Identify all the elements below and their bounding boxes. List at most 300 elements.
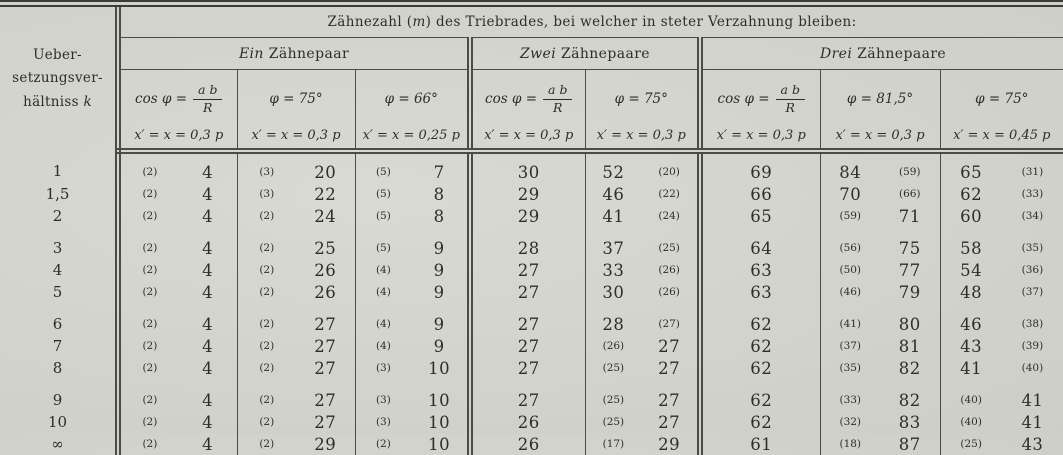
formula-cos-phi: cos φ = $\frac{\text{a b}}{R}$ (703, 70, 820, 128)
paren-value: (3) (238, 166, 297, 178)
value-cell (470, 335, 585, 357)
value-cell (585, 227, 700, 259)
paren-value: (2) (121, 166, 179, 178)
main-value: 22 (296, 185, 355, 204)
main-value: 65 (941, 163, 1002, 182)
value-cell (700, 335, 820, 357)
value-cell (237, 151, 355, 183)
main-value: 46 (941, 315, 1002, 334)
fraction-ab-over-R: $\frac{\text{a b}}{R}$ (543, 83, 572, 115)
paren-value: (39) (1002, 340, 1063, 352)
main-value: 54 (941, 261, 1002, 280)
value-cell (470, 227, 585, 259)
main-value: 41 (941, 359, 1002, 378)
value-cell (585, 411, 700, 433)
value-cell (237, 379, 355, 411)
paren-value: (25) (941, 438, 1002, 450)
paren-value: (33) (1002, 188, 1063, 200)
main-value: 27 (296, 413, 355, 432)
formula-phi-81-5: φ = 81,5° (821, 70, 940, 128)
main-value: 10 (411, 391, 467, 410)
paren-value: (40) (1002, 362, 1063, 374)
main-value: 30 (586, 283, 642, 302)
paren-value: (37) (1002, 286, 1063, 298)
formula-sub: x′ = x = 0,3 p (473, 128, 585, 148)
main-value: 66 (750, 185, 772, 204)
main-value: 62 (750, 359, 772, 378)
formula-sub: x′ = x = 0,45 p (941, 128, 1063, 148)
k-value: ∞ (0, 433, 118, 455)
paren-value: (2) (238, 318, 297, 330)
group-header-row (0, 38, 1063, 70)
formula-cell-ein-75 (237, 70, 355, 152)
value-cell (820, 335, 940, 357)
paren-value: (3) (356, 416, 412, 428)
paren-value: (2) (238, 438, 297, 450)
value-cell (355, 183, 470, 205)
value-cell (470, 379, 585, 411)
main-value: 4 (179, 261, 237, 280)
formula-cell-drei-cos (700, 70, 820, 152)
value-cell (237, 411, 355, 433)
value-cell (700, 183, 820, 205)
main-value: 69 (750, 163, 772, 182)
paren-value: (20) (641, 166, 697, 178)
value-cell (940, 205, 1063, 227)
table-row (0, 205, 1063, 227)
value-cell (820, 433, 940, 455)
value-cell (820, 259, 940, 281)
formula-cos-phi: cos φ = $\frac{\text{a b}}{R}$ (121, 70, 237, 128)
value-cell (118, 227, 237, 259)
main-value: 79 (880, 283, 940, 302)
main-value: 84 (821, 163, 881, 182)
formula-phi-75: φ = 75° (941, 70, 1063, 128)
paren-value: (5) (356, 242, 412, 254)
paren-value: (3) (356, 394, 412, 406)
fraction-ab-over-R: $\frac{\text{a b}}{R}$ (776, 83, 805, 115)
main-value: 27 (518, 261, 540, 280)
main-value: 58 (941, 239, 1002, 258)
paren-value: (59) (880, 166, 940, 178)
paren-value: (2) (238, 264, 297, 276)
value-cell (355, 433, 470, 455)
formula-sub: x′ = x = 0,3 p (238, 128, 355, 148)
value-cell (940, 183, 1063, 205)
main-value: 64 (750, 239, 772, 258)
paren-value: (26) (641, 264, 697, 276)
value-cell (237, 227, 355, 259)
formula-cell-zwei-cos (470, 70, 585, 152)
paren-value: (2) (238, 286, 297, 298)
main-value: 83 (880, 413, 940, 432)
row-header-line1: Ueber- (0, 44, 115, 68)
paren-value: (50) (821, 264, 881, 276)
main-value: 62 (750, 315, 772, 334)
main-value: 41 (1002, 391, 1063, 410)
value-cell (237, 259, 355, 281)
main-value: 4 (179, 337, 237, 356)
main-value: 52 (586, 163, 642, 182)
value-cell (700, 227, 820, 259)
value-cell (700, 259, 820, 281)
main-value: 10 (411, 435, 467, 454)
value-cell (940, 227, 1063, 259)
value-cell (700, 303, 820, 335)
value-cell (355, 303, 470, 335)
formula-phi-75: φ = 75° (238, 70, 355, 128)
value-cell (237, 335, 355, 357)
main-value: 8 (411, 207, 467, 226)
value-cell (585, 433, 700, 455)
main-value: 10 (411, 359, 467, 378)
value-cell (355, 281, 470, 303)
main-value: 70 (821, 185, 881, 204)
k-value: 6 (0, 303, 118, 335)
value-cell (237, 357, 355, 379)
paren-value: (25) (641, 242, 697, 254)
value-cell (820, 205, 940, 227)
main-value: 26 (518, 413, 540, 432)
paren-value: (32) (821, 416, 881, 428)
paren-value: (2) (121, 318, 179, 330)
main-value: 4 (179, 359, 237, 378)
main-value: 82 (880, 391, 940, 410)
paren-value: (37) (821, 340, 881, 352)
formula-sub: x′ = x = 0,3 p (586, 128, 698, 148)
value-cell (470, 411, 585, 433)
variable-m: m (412, 14, 425, 30)
main-value: 4 (179, 239, 237, 258)
value-cell (585, 357, 700, 379)
main-value: 27 (296, 359, 355, 378)
value-cell (237, 281, 355, 303)
value-cell (700, 205, 820, 227)
row-header-uebersetzungsverhaeltniss (0, 4, 118, 152)
value-cell (355, 335, 470, 357)
main-value: 81 (880, 337, 940, 356)
table-row (0, 433, 1063, 455)
paren-value: (31) (1002, 166, 1063, 178)
row-header-line2: setzungsver- (0, 67, 115, 91)
main-value: 62 (941, 185, 1002, 204)
main-value: 77 (880, 261, 940, 280)
value-cell (355, 227, 470, 259)
main-value: 27 (296, 391, 355, 410)
main-value: 71 (880, 207, 940, 226)
value-cell (118, 205, 237, 227)
paren-value: (2) (238, 340, 297, 352)
paren-value: (2) (121, 362, 179, 374)
value-cell (700, 151, 820, 183)
k-value: 1,5 (0, 183, 118, 205)
value-cell (820, 411, 940, 433)
paren-value: (25) (586, 416, 642, 428)
main-value: 75 (880, 239, 940, 258)
main-value: 61 (750, 435, 772, 454)
value-cell (118, 411, 237, 433)
formula-cell-drei-75 (940, 70, 1063, 152)
table-row (0, 357, 1063, 379)
value-cell (237, 205, 355, 227)
paren-value: (2) (356, 438, 412, 450)
k-value: 8 (0, 357, 118, 379)
main-value: 63 (750, 283, 772, 302)
paren-value: (38) (1002, 318, 1063, 330)
paren-value: (46) (821, 286, 881, 298)
value-cell (585, 281, 700, 303)
main-value: 82 (880, 359, 940, 378)
paren-value: (2) (121, 286, 179, 298)
main-value: 4 (179, 315, 237, 334)
value-cell (940, 281, 1063, 303)
value-cell (470, 259, 585, 281)
table-row (0, 303, 1063, 335)
value-cell (940, 357, 1063, 379)
value-cell (118, 151, 237, 183)
main-value: 65 (750, 207, 772, 226)
value-cell (700, 281, 820, 303)
main-value: 29 (518, 207, 540, 226)
table-row (0, 379, 1063, 411)
k-value: 10 (0, 411, 118, 433)
table-row (0, 335, 1063, 357)
paren-value: (25) (586, 394, 642, 406)
main-value: 27 (518, 391, 540, 410)
value-cell (355, 411, 470, 433)
main-value: 62 (750, 391, 772, 410)
paren-value: (2) (121, 438, 179, 450)
main-value: 62 (750, 413, 772, 432)
main-value: 37 (586, 239, 642, 258)
main-value: 27 (518, 337, 540, 356)
value-cell (237, 303, 355, 335)
main-value: 9 (411, 283, 467, 302)
value-cell (820, 151, 940, 183)
main-value: 26 (518, 435, 540, 454)
main-value: 8 (411, 185, 467, 204)
table-row (0, 259, 1063, 281)
main-value: 27 (641, 359, 697, 378)
paren-value: (2) (121, 394, 179, 406)
k-value: 1 (0, 151, 118, 183)
paren-value: (5) (356, 188, 412, 200)
paren-value: (25) (586, 362, 642, 374)
value-cell (585, 205, 700, 227)
main-value: 63 (750, 261, 772, 280)
paren-value: (2) (121, 210, 179, 222)
main-value: 27 (641, 391, 697, 410)
main-value: 80 (880, 315, 940, 334)
main-value: 27 (296, 337, 355, 356)
paren-value: (5) (356, 166, 412, 178)
paren-value: (24) (641, 210, 697, 222)
value-cell (470, 357, 585, 379)
table-title: Zähnezahl (m) des Triebrades, bei welcher in steter Verzahnung bleiben: (118, 4, 1063, 38)
variable-k: k (83, 94, 91, 110)
value-cell (585, 379, 700, 411)
value-cell (470, 281, 585, 303)
formula-cell-zwei-75 (585, 70, 700, 152)
fraction-ab-over-R: $\frac{\text{a b}}{R}$ (193, 83, 222, 115)
table-row (0, 183, 1063, 205)
value-cell (470, 303, 585, 335)
paren-value: (26) (641, 286, 697, 298)
value-cell (118, 303, 237, 335)
value-cell (470, 205, 585, 227)
main-value: 43 (941, 337, 1002, 356)
main-value: 29 (518, 185, 540, 204)
value-cell (585, 335, 700, 357)
formula-cell-ein-66 (355, 70, 470, 152)
main-value: 27 (296, 315, 355, 334)
main-value: 29 (641, 435, 697, 454)
k-value: 4 (0, 259, 118, 281)
paren-value: (2) (238, 416, 297, 428)
value-cell (700, 379, 820, 411)
formula-sub: x′ = x = 0,3 p (703, 128, 820, 148)
value-cell (118, 183, 237, 205)
value-cell (940, 411, 1063, 433)
paren-value: (2) (238, 242, 297, 254)
value-cell (355, 205, 470, 227)
value-cell (820, 303, 940, 335)
main-value: 9 (411, 261, 467, 280)
paren-value: (66) (880, 188, 940, 200)
value-cell (118, 281, 237, 303)
main-value: 87 (880, 435, 940, 454)
paren-value: (33) (821, 394, 881, 406)
group-header-zwei-zaehnepaare: Zwei Zähnepaare (470, 38, 700, 70)
main-value: 4 (179, 185, 237, 204)
paren-value: (35) (821, 362, 881, 374)
paren-value: (26) (586, 340, 642, 352)
value-cell (585, 183, 700, 205)
group-header-drei-zaehnepaare: Drei Zähnepaare (700, 38, 1063, 70)
table-row (0, 151, 1063, 183)
paren-value: (2) (238, 362, 297, 374)
value-cell (820, 281, 940, 303)
main-value: 60 (941, 207, 1002, 226)
value-cell (820, 379, 940, 411)
value-cell (118, 335, 237, 357)
main-value: 4 (179, 207, 237, 226)
main-value: 9 (411, 315, 467, 334)
paren-value: (4) (356, 318, 412, 330)
paren-value: (27) (641, 318, 697, 330)
main-value: 30 (518, 163, 540, 182)
value-cell (355, 151, 470, 183)
main-value: 4 (179, 391, 237, 410)
value-cell (118, 357, 237, 379)
main-value: 25 (296, 239, 355, 258)
value-cell (470, 433, 585, 455)
paren-value: (2) (121, 242, 179, 254)
value-cell (470, 151, 585, 183)
paren-value: (34) (1002, 210, 1063, 222)
main-value: 9 (411, 239, 467, 258)
main-value: 10 (411, 413, 467, 432)
formula-phi-75: φ = 75° (586, 70, 698, 128)
paren-value: (17) (586, 438, 642, 450)
table-header (0, 4, 1063, 152)
value-cell (820, 183, 940, 205)
value-cell (237, 183, 355, 205)
value-cell (237, 433, 355, 455)
main-value: 27 (641, 413, 697, 432)
main-value: 7 (411, 163, 467, 182)
formula-cell-ein-cos (118, 70, 237, 152)
value-cell (118, 433, 237, 455)
row-header-line3: hältniss k (0, 91, 115, 115)
value-cell (118, 379, 237, 411)
paren-value: (2) (121, 188, 179, 200)
main-value: 4 (179, 283, 237, 302)
value-cell (585, 259, 700, 281)
value-cell (940, 259, 1063, 281)
k-value: 5 (0, 281, 118, 303)
paren-value: (59) (821, 210, 881, 222)
formula-phi-66: φ = 66° (356, 70, 468, 128)
main-value: 20 (296, 163, 355, 182)
main-value: 29 (296, 435, 355, 454)
main-value: 41 (1002, 413, 1063, 432)
paren-value: (3) (238, 188, 297, 200)
main-value: 41 (586, 207, 642, 226)
main-value: 27 (518, 315, 540, 334)
value-cell (940, 335, 1063, 357)
value-cell (940, 433, 1063, 455)
paren-value: (22) (641, 188, 697, 200)
value-cell (355, 357, 470, 379)
title-row (0, 4, 1063, 38)
paren-value: (5) (356, 210, 412, 222)
table-row (0, 281, 1063, 303)
main-value: 26 (296, 261, 355, 280)
main-value: 27 (518, 359, 540, 378)
value-cell (820, 227, 940, 259)
k-value: 2 (0, 205, 118, 227)
paren-value: (3) (356, 362, 412, 374)
table-row (0, 411, 1063, 433)
paren-value: (56) (821, 242, 881, 254)
value-cell (940, 151, 1063, 183)
paren-value: (40) (941, 394, 1002, 406)
main-value: 43 (1002, 435, 1063, 454)
main-value: 26 (296, 283, 355, 302)
value-cell (700, 433, 820, 455)
formula-sub: x′ = x = 0,25 p (356, 128, 468, 148)
paren-value: (2) (121, 264, 179, 276)
k-value: 7 (0, 335, 118, 357)
main-value: 4 (179, 435, 237, 454)
main-value: 24 (296, 207, 355, 226)
paren-value: (18) (821, 438, 881, 450)
formula-sub: x′ = x = 0,3 p (821, 128, 940, 148)
main-value: 28 (518, 239, 540, 258)
main-value: 62 (750, 337, 772, 356)
paren-value: (2) (238, 210, 297, 222)
main-value: 27 (518, 283, 540, 302)
main-value: 33 (586, 261, 642, 280)
paren-value: (4) (356, 264, 412, 276)
paren-value: (2) (238, 394, 297, 406)
formula-cell-drei-81-5 (820, 70, 940, 152)
k-value: 9 (0, 379, 118, 411)
value-cell (585, 151, 700, 183)
table-row (0, 227, 1063, 259)
paren-value: (4) (356, 340, 412, 352)
